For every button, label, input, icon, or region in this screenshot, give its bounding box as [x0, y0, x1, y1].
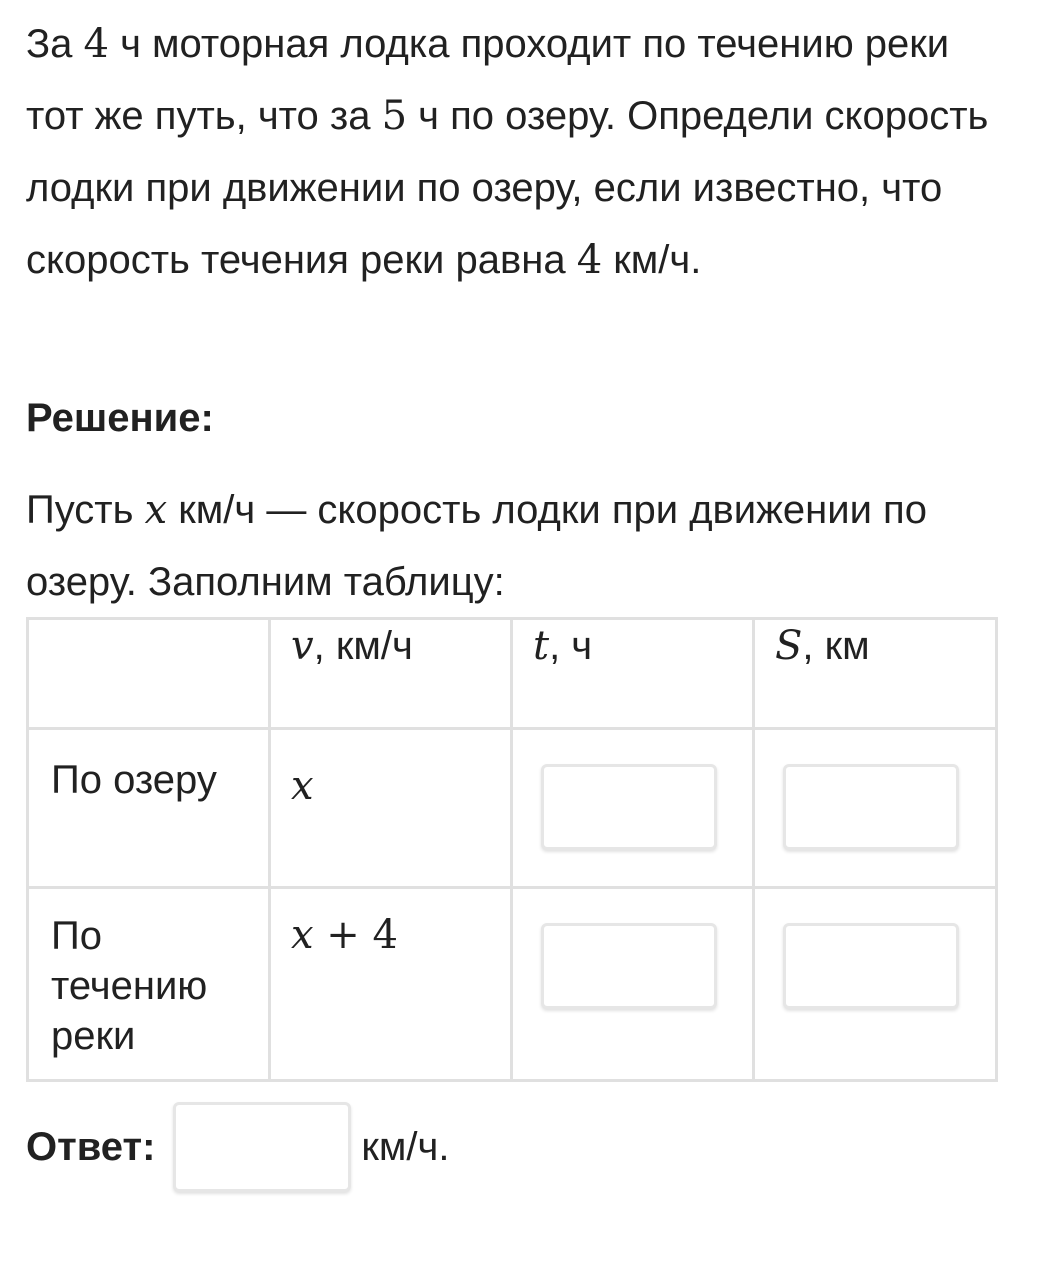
- intro-text-part: км/ч — скорость лодки при движении по озеру. Заполним таблицу:: [26, 488, 927, 604]
- distance-cell-river: [754, 888, 997, 1081]
- header-time: [512, 619, 754, 729]
- row-label-line: реки: [51, 1014, 136, 1058]
- solution-table: [26, 617, 998, 1082]
- problem-text-part: ч по озеру. Определи скорость лодки при движении по озеру, если известно, что скорость течения реки равна: [26, 94, 989, 282]
- row-label-line: течению: [51, 964, 208, 1008]
- row-label-lake: [28, 729, 270, 888]
- distance-unit: , км: [802, 624, 870, 668]
- distance-input-river[interactable]: [783, 923, 959, 1009]
- time-unit: , ч: [549, 624, 593, 668]
- time-input-river[interactable]: [541, 923, 717, 1009]
- answer-input[interactable]: [173, 1102, 351, 1192]
- speed-value-lake: x: [291, 763, 314, 809]
- speed-variable-river: x: [291, 912, 314, 958]
- time-cell-river: [512, 888, 754, 1081]
- problem-text-part: ч моторная лодка проходит по течению реки тот же путь, что за: [26, 22, 950, 138]
- problem-text-part: За: [26, 22, 84, 66]
- problem-number-hours-river: 4: [83, 21, 109, 67]
- row-label-line: По: [51, 914, 102, 958]
- distance-input-lake[interactable]: [783, 764, 959, 850]
- problem-text-part: км/ч.: [602, 238, 702, 282]
- row-label-text: [29, 889, 268, 1061]
- intro-text-part: Пусть: [26, 488, 145, 532]
- row-label-text: По озеру: [51, 758, 217, 802]
- answer-unit: км/ч.: [361, 1124, 450, 1169]
- speed-addend-river: + 4: [313, 912, 398, 958]
- problem-text: [26, 8, 1016, 296]
- table-row-river: [28, 888, 997, 1081]
- problem-number-hours-lake: 5: [381, 93, 408, 139]
- header-empty-cell: [28, 619, 270, 729]
- time-input-lake[interactable]: [541, 764, 717, 850]
- speed-cell-river: [270, 888, 512, 1081]
- answer-label: Ответ:: [26, 1124, 156, 1169]
- header-speed: [270, 619, 512, 729]
- distance-cell-lake: [754, 729, 997, 888]
- variable-x: x: [144, 487, 168, 533]
- table-row-lake: [28, 729, 997, 888]
- speed-unit: , км/ч: [313, 624, 413, 668]
- speed-symbol: v: [291, 623, 314, 669]
- table-header-row: [28, 619, 997, 729]
- time-cell-lake: [512, 729, 754, 888]
- problem-number-current-speed: 4: [576, 237, 603, 283]
- header-distance: [754, 619, 997, 729]
- intro-text: [26, 474, 1016, 618]
- speed-cell-lake: [270, 729, 512, 888]
- row-label-river: [28, 888, 270, 1081]
- distance-symbol: S: [775, 623, 803, 669]
- answer-row: [26, 1100, 449, 1194]
- time-symbol: t: [533, 623, 550, 669]
- solution-heading: Решение:: [26, 396, 214, 440]
